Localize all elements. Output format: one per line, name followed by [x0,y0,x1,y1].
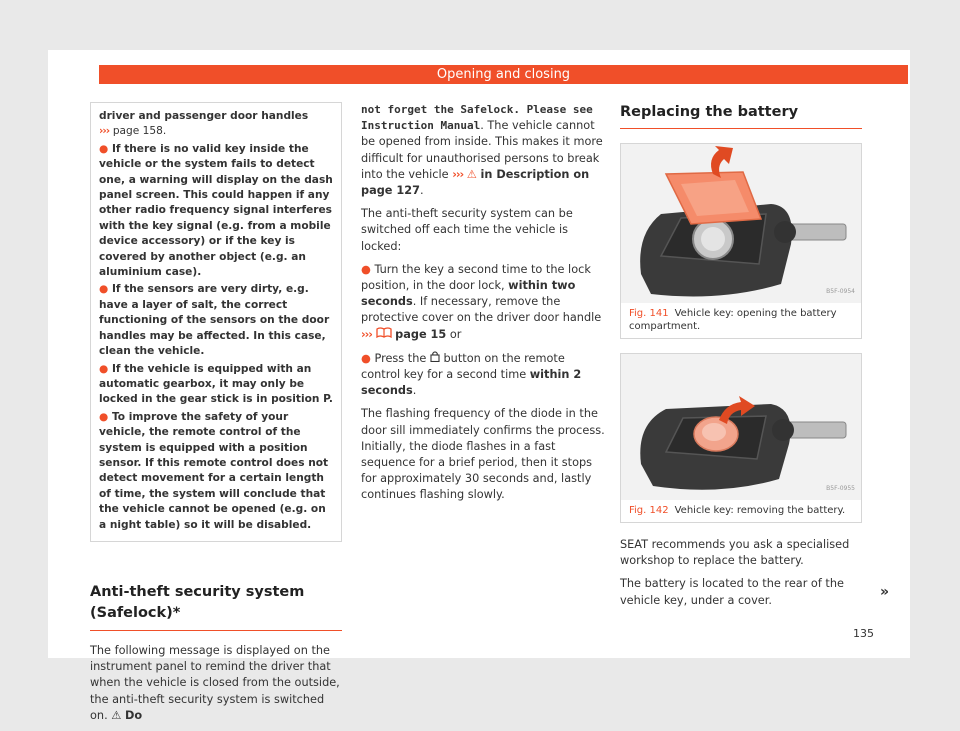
bullet-icon: ● [361,351,371,365]
battery-paragraph-1: SEAT recommends you ask a specialised workshop to replace the battery. [620,538,850,568]
book-icon [376,328,396,341]
safelock-message: not forget the Safelock. Please see Instruction Manual. The vehicle cannot be opened from inside. This makes it more difficult for unauthorised persons to break into the vehicle ››› ⚠ in Description on page 127. [361,103,603,198]
figure-141 [620,143,862,339]
list-item: ● Turn the key a second time to the lock position, in the door lock, within two seconds. If necessary, remove the protective cover on the driver door handle ››› page 15 or [361,262,602,341]
warning-icon: ⚠ [466,167,477,181]
figure-code: B5F-0955 [826,484,855,492]
battery-heading: Replacing the battery [620,102,862,129]
cross-ref-arrow: ››› [99,125,110,138]
continued-marker: » [880,584,890,600]
figure-caption: Fig. 141 Vehicle key: opening the battery compartment. [629,308,837,332]
section-title: Opening and closing [436,67,571,82]
description-link[interactable]: in Description on page 127 [361,167,590,198]
diode-description: The flashing frequency of the diode in the door sill immediately confirms the process. Initially, the diode flashes in a fast sequence for a brief period, then it stops for approximately 30 seconds and, lastly continues flashing slowly. [361,407,605,502]
column-middle [361,102,606,511]
figure-code: B5F-0954 [826,287,855,295]
safelock-heading: Anti-theft security system (Safelock)* [90,582,342,631]
figure-number: Fig. 142 [629,505,669,516]
warning-icon: ⚠ [111,708,122,722]
figure-caption: Fig. 142 Vehicle key: removing the battery. [629,505,846,516]
bullet-icon: ● [99,362,109,375]
key-battery-cover-image [621,144,861,303]
bullet-icon: ● [361,262,371,276]
manual-page [48,50,910,722]
note-item: ● If the vehicle is equipped with an automatic gearbox, it may only be locked in the gear stick is in position P. [99,362,333,406]
note-box [90,102,342,542]
list-item: ● Press the button on the remote control key for a second time within 2 seconds. [361,351,582,398]
lock-icon [430,352,444,365]
safelock-switch-off-intro: The anti-theft security system can be switched off each time the vehicle is locked: [361,207,573,253]
bullet-icon: ● [99,410,109,423]
battery-paragraph-2: The battery is located to the rear of the vehicle key, under a cover. [620,577,844,607]
instrument-message: not forget the Safelock. Please see Instruction Manual [361,103,593,133]
cross-ref-arrow: ››› [452,167,464,181]
note-intro: driver and passenger door handles ››› page 158. [99,110,309,138]
cross-ref-arrow: ››› [361,327,372,341]
key-battery-removal-image [621,354,861,500]
note-intro-link[interactable]: page 158. [112,125,167,138]
column-left [90,102,342,731]
column-right [620,102,862,616]
figure-number: Fig. 141 [629,308,669,319]
note-item: ● To improve the safety of your vehicle, the remote control of the system is equipped with a position sensor. If this remote control does not detect movement for a certain length of time, the system will conclude that the vehicle cannot be opened (e.g. on a night table) so it will be disabled. [99,410,329,531]
figure-142 [620,353,862,523]
bullet-icon: ● [99,142,109,155]
page-15-link[interactable]: page 15 [395,327,447,341]
bullet-icon: ● [99,283,109,296]
page-number: 135 [853,627,874,640]
note-item: ● If the sensors are very dirty, e.g. have a layer of salt, the correct functioning of the sensors on the door handles may be affected. In this case, clean the vehicle. [99,283,330,358]
section-header [99,65,908,84]
safelock-body: The following message is displayed on the instrument panel to remind the driver that when the vehicle is closed from the outside, the anti-theft security system is switched on. ⚠ Do [90,643,340,722]
note-item: ● If there is no valid key inside the vehicle or the system fails to detect one, a warning will display on the dash panel screen. This could happen if any other radio frequency signal interferes with the key signal (e.g. from a mobile device accessory) or if the key is covered by another object (e.g. an aluminium case). [99,142,333,279]
